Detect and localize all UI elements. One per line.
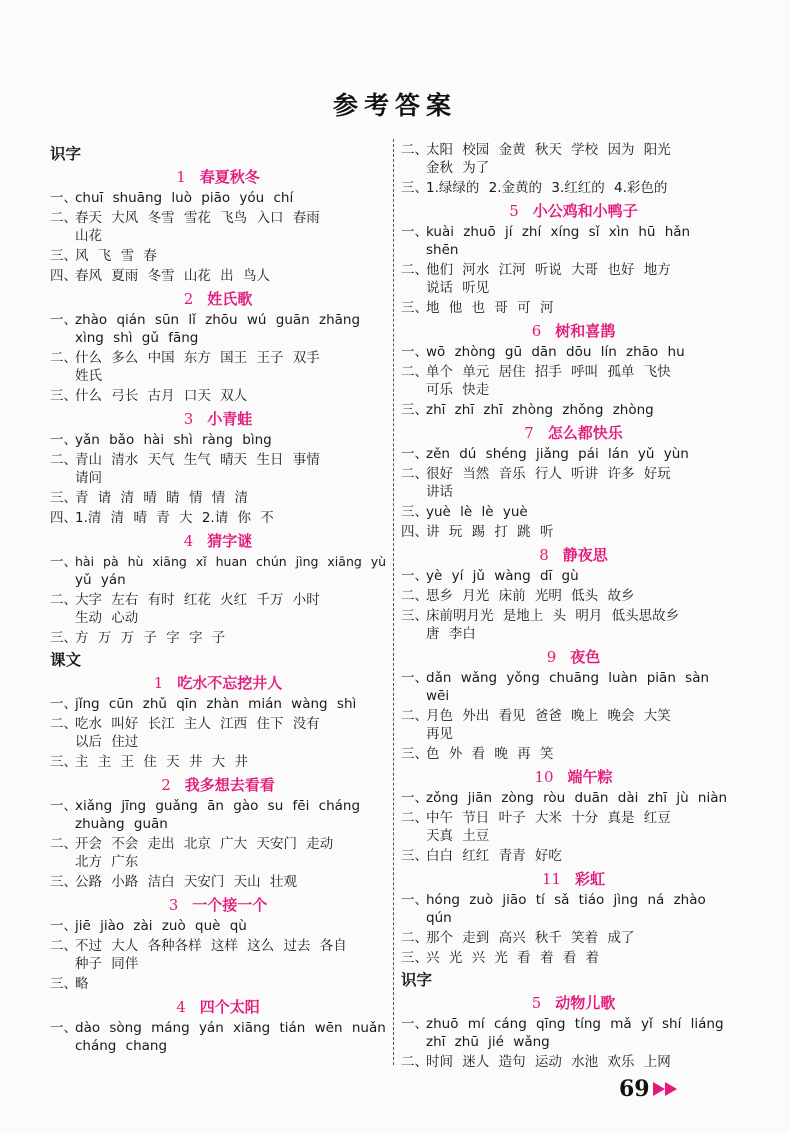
- answers-left-column: [50, 141, 386, 1057]
- lesson-title: 彩虹: [575, 870, 606, 888]
- answer-item: [401, 809, 746, 845]
- answer-line: 什么 弓长 古月 口天 双人: [75, 388, 248, 404]
- answer-line: 可乐 快走: [426, 382, 490, 398]
- answer-item: [401, 465, 746, 501]
- lesson-title: 春夏秋冬: [199, 168, 260, 186]
- answer-item: [50, 835, 386, 871]
- answer-line: xìng shì gǔ fāng: [75, 330, 199, 346]
- answer-label: 一、: [50, 554, 77, 570]
- answer-item: [401, 401, 746, 419]
- answer-line: 不过 大人 各种各样 这样 这么 过去 各自: [75, 938, 347, 954]
- answer-item: [50, 387, 386, 405]
- answer-item: [401, 299, 746, 317]
- lesson-number: 9: [546, 648, 557, 666]
- answer-line: 北方 广东: [75, 854, 139, 870]
- answer-label: 一、: [50, 1020, 77, 1036]
- answer-line: 吃水 叫好 长江 主人 江西 住下 没有: [75, 716, 320, 732]
- answer-item: [50, 753, 386, 771]
- lesson-heading: [401, 421, 746, 445]
- answer-line: qún: [426, 910, 452, 926]
- answer-line: kuài zhuō jí zhí xíng sǐ xìn hū hǎn: [426, 224, 691, 240]
- answer-item: [50, 431, 386, 449]
- answer-label: 三、: [401, 848, 428, 864]
- answer-line: 1.绿绿的 2.金黄的 3.红红的 4.彩色的: [426, 180, 668, 196]
- answer-line: yuè lè lè yuè: [426, 504, 528, 520]
- lesson-heading: [401, 543, 746, 567]
- page-number: 69: [619, 1076, 650, 1102]
- lesson-number: 1: [153, 674, 164, 692]
- answer-label: 一、: [401, 446, 428, 462]
- lesson-heading: [401, 319, 746, 343]
- answer-label: 一、: [401, 790, 428, 806]
- answer-label: 三、: [50, 630, 77, 646]
- answer-line: 山花: [75, 228, 102, 244]
- answer-label: 一、: [401, 1016, 428, 1032]
- answer-line: 单个 单元 居住 招手 呼叫 孤单 飞快: [426, 364, 671, 380]
- answer-item: [50, 451, 386, 487]
- answer-line: 1.清 清 晴 青 大 2.请 你 不: [75, 510, 274, 526]
- answer-item: [401, 503, 746, 521]
- answer-line: jǐng cūn zhǔ qīn zhàn mián wàng shì: [75, 696, 357, 712]
- lesson-heading: [401, 199, 746, 223]
- answer-item: [50, 509, 386, 527]
- answer-line: 春风 夏雨 冬雪 山花 出 鸟人: [75, 268, 270, 284]
- answer-line: 月色 外出 看见 爸爸 晚上 晚会 大笑: [426, 708, 671, 724]
- answer-item: [401, 179, 746, 197]
- answer-line: 白白 红红 青青 好吃: [426, 848, 562, 864]
- answer-line: 讲 玩 踢 打 跳 听: [426, 524, 554, 540]
- lesson-number: 8: [539, 546, 549, 564]
- answer-item: [401, 223, 746, 259]
- section-heading: 识字: [50, 145, 82, 163]
- answer-line: 说话 听见: [426, 280, 490, 296]
- answer-label: 一、: [401, 224, 428, 240]
- answer-line: 风 飞 雪 春: [75, 248, 157, 264]
- lesson-title: 静夜思: [562, 546, 608, 564]
- answer-item: [50, 189, 386, 207]
- answer-label: 一、: [401, 670, 428, 686]
- answer-item: [50, 311, 386, 347]
- answer-item: [401, 929, 746, 947]
- answer-label: 三、: [401, 746, 428, 762]
- answer-item: [401, 445, 746, 463]
- answer-line: 床前明月光 是地上 头 明月 低头思故乡: [426, 608, 680, 624]
- answer-label: 三、: [50, 976, 77, 992]
- answer-line: 方 万 万 子 字 字 子: [75, 630, 226, 646]
- lesson-number: 3: [168, 896, 179, 914]
- answer-label: 四、: [50, 268, 77, 284]
- answer-line: 大字 左右 有时 红花 火红 千万 小时: [75, 592, 320, 608]
- answer-label: 三、: [401, 504, 428, 520]
- lesson-heading: [401, 645, 746, 669]
- answer-label: 二、: [401, 1054, 428, 1070]
- answer-label: 二、: [401, 810, 428, 826]
- answer-line: 略: [75, 976, 89, 992]
- answer-item: [401, 567, 746, 585]
- answer-item: [50, 247, 386, 265]
- answer-line: 兴 光 兴 光 看 着 看 着: [426, 950, 600, 966]
- lesson-title: 端午粽: [567, 768, 613, 786]
- answer-line: zhī zhū jié wǎng: [426, 1034, 550, 1050]
- answer-line: wēi: [426, 688, 450, 704]
- lesson-title: 树和喜鹊: [555, 322, 616, 340]
- answer-label: 三、: [50, 490, 77, 506]
- answer-item: [401, 847, 746, 865]
- answer-label: 二、: [401, 142, 428, 158]
- answer-item: [50, 553, 386, 589]
- answer-line: 很好 当然 音乐 行人 听讲 许多 好玩: [426, 466, 671, 482]
- answer-line: 那个 走到 高兴 秋千 笑着 成了: [426, 930, 635, 946]
- answer-line: yè yí jǔ wàng dī gù: [426, 568, 579, 584]
- lesson-number: 6: [531, 322, 542, 340]
- answer-label: 三、: [401, 608, 428, 624]
- answer-item: [50, 797, 386, 833]
- answer-label: 一、: [50, 190, 77, 206]
- section-heading: 识字: [401, 971, 433, 989]
- lesson-title: 夜色: [570, 648, 601, 666]
- answer-item: [401, 363, 746, 399]
- answer-label: 二、: [50, 592, 77, 608]
- answer-item: [401, 523, 746, 541]
- lesson-heading: [50, 287, 386, 311]
- answer-line: 唐 李白: [426, 626, 476, 642]
- answer-label: 一、: [401, 892, 428, 908]
- answer-item: [401, 1015, 746, 1051]
- answer-item: [50, 209, 386, 245]
- answer-line: zǒng jiān zòng ròu duān dài zhī jù niàn: [426, 790, 728, 806]
- answer-item: [401, 707, 746, 743]
- answer-label: 二、: [401, 588, 428, 604]
- answer-line: 中午 节日 叶子 大米 十分 真是 红豆: [426, 810, 671, 826]
- lesson-heading: [50, 671, 386, 695]
- answer-label: 三、: [50, 874, 77, 890]
- lesson-heading: [401, 867, 746, 891]
- answer-label: 二、: [50, 350, 77, 366]
- answer-line: 再见: [426, 726, 453, 742]
- answer-item: [401, 949, 746, 967]
- answer-label: 四、: [50, 510, 77, 526]
- lesson-number: 11: [541, 870, 562, 888]
- answer-item: [50, 267, 386, 285]
- lesson-title: 一个接一个: [192, 896, 268, 914]
- lesson-title: 动物儿歌: [555, 994, 616, 1012]
- section-heading: 课文: [50, 651, 82, 669]
- answer-line: 主 主 王 住 天 井 大 井: [75, 754, 249, 770]
- answer-line: 请问: [75, 470, 102, 486]
- answer-label: 二、: [401, 262, 428, 278]
- answer-label: 三、: [401, 950, 428, 966]
- answer-item: [50, 591, 386, 627]
- lesson-heading: [401, 765, 746, 789]
- answer-label: 二、: [401, 708, 428, 724]
- lesson-title: 猜字谜: [207, 532, 253, 550]
- answer-label: 二、: [401, 930, 428, 946]
- answer-line: 金秋 为了: [426, 160, 490, 176]
- answer-line: 色 外 看 晚 再 笑: [426, 746, 554, 762]
- answer-line: 太阳 校园 金黄 秋天 学校 因为 阳光: [426, 142, 671, 158]
- answer-label: 一、: [401, 344, 428, 360]
- answer-line: hài pà hù xiāng xǐ huan chún jìng xiāng yù: [75, 554, 387, 569]
- lesson-title: 小公鸡和小鸭子: [532, 202, 638, 220]
- answer-line: 生动 心动: [75, 610, 139, 626]
- answer-line: 公路 小路 洁白 天安门 天山 壮观: [75, 874, 297, 890]
- answer-label: 四、: [401, 524, 428, 540]
- answer-line: 青 请 清 晴 睛 情 情 清: [75, 490, 249, 506]
- answer-item: [50, 873, 386, 891]
- answer-label: 三、: [401, 180, 428, 196]
- answer-item: [50, 715, 386, 751]
- lesson-number: 10: [534, 768, 554, 786]
- answer-line: 讲话: [426, 484, 453, 500]
- answer-line: 天真 土豆: [426, 828, 490, 844]
- lesson-number: 5: [509, 202, 519, 220]
- answer-item: [401, 789, 746, 807]
- double-arrow-icon: [651, 1081, 681, 1097]
- lesson-number: 2: [183, 290, 194, 308]
- answer-line: yǎn bǎo hài shì ràng bìng: [75, 432, 272, 448]
- answer-line: chuī shuāng luò piāo yóu chí: [75, 190, 294, 206]
- answer-line: 时间 迷人 造句 运动 水池 欢乐 上网: [426, 1054, 671, 1070]
- lesson-title: 姓氏歌: [207, 290, 253, 308]
- answer-item: [401, 1053, 746, 1071]
- answer-item: [401, 607, 746, 643]
- answer-item: [50, 917, 386, 935]
- answer-line: 什么 多么 中国 东方 国王 王子 双手: [75, 350, 320, 366]
- lesson-title: 吃水不忘挖井人: [177, 674, 283, 692]
- answer-item: [401, 891, 746, 927]
- answer-line: 以后 住过: [75, 734, 139, 750]
- answer-label: 三、: [50, 754, 77, 770]
- answer-line: yǔ yán: [75, 572, 126, 588]
- answer-label: 一、: [50, 696, 77, 712]
- answer-line: 姓氏: [75, 368, 102, 384]
- lesson-number: 4: [176, 998, 186, 1016]
- lesson-title: 我多想去看看: [184, 776, 275, 794]
- answer-item: [50, 975, 386, 993]
- answer-line: 思乡 月光 床前 光明 低头 故乡: [426, 588, 635, 604]
- answer-label: 二、: [401, 466, 428, 482]
- lesson-title: 四个太阳: [199, 998, 260, 1016]
- answer-label: 一、: [50, 312, 77, 328]
- lesson-number: 4: [183, 532, 194, 550]
- answer-line: jiē jiào zài zuò què qù: [75, 918, 247, 934]
- answer-item: [401, 261, 746, 297]
- answer-label: 三、: [401, 300, 428, 316]
- lesson-number: 3: [183, 410, 194, 428]
- answer-label: 一、: [50, 432, 77, 448]
- answers-right-column: [401, 141, 746, 1073]
- lesson-title: 小青蛙: [207, 410, 253, 428]
- answer-line: shēn: [426, 242, 459, 258]
- answer-item: [50, 349, 386, 385]
- answer-item: [50, 937, 386, 973]
- answer-label: 二、: [401, 364, 428, 380]
- lesson-number: 1: [176, 168, 186, 186]
- answer-item: [50, 1019, 386, 1055]
- answer-label: 三、: [401, 402, 428, 418]
- answer-label: 二、: [50, 210, 77, 226]
- page-title: 参考答案: [332, 91, 457, 120]
- column-divider: [393, 139, 394, 1065]
- answer-item: [50, 489, 386, 507]
- answer-line: xiǎng jīng guǎng ān gào su fēi cháng: [75, 798, 361, 814]
- lesson-heading: [401, 991, 746, 1015]
- answer-line: zhào qián sūn lǐ zhōu wú guān zhāng: [75, 312, 361, 328]
- lesson-heading: [50, 529, 386, 553]
- answer-line: zhuàng guān: [75, 816, 168, 832]
- answer-item: [401, 669, 746, 705]
- answer-line: 春天 大风 冬雪 雪花 飞鸟 入口 春雨: [75, 210, 320, 226]
- answer-label: 二、: [50, 938, 77, 954]
- answer-item: [401, 141, 746, 177]
- lesson-heading: [50, 165, 386, 189]
- answer-label: 一、: [401, 568, 428, 584]
- answer-line: zěn dú shéng jiǎng pái lán yǔ yùn: [426, 446, 689, 462]
- lesson-number: 7: [524, 424, 534, 442]
- answer-line: cháng chang: [75, 1038, 168, 1054]
- answer-item: [401, 343, 746, 361]
- answer-label: 二、: [50, 452, 77, 468]
- lesson-heading: [50, 773, 386, 797]
- answer-line: 种子 同伴: [75, 956, 139, 972]
- answer-line: 他们 河水 江河 听说 大哥 也好 地方: [426, 262, 671, 278]
- lesson-heading: [50, 407, 386, 431]
- answer-label: 三、: [50, 388, 77, 404]
- answer-line: hóng zuò jiāo tí sǎ tiáo jìng ná zhào: [426, 892, 706, 908]
- lesson-heading: [50, 893, 386, 917]
- answer-label: 三、: [50, 248, 77, 264]
- answer-line: 地 他 也 哥 可 河: [426, 300, 554, 316]
- answer-item: [50, 695, 386, 713]
- answer-label: 一、: [50, 798, 77, 814]
- answer-line: dào sòng máng yán xiāng tián wēn nuǎn: [75, 1020, 386, 1036]
- answer-line: 青山 清水 天气 生气 晴天 生日 事情: [75, 452, 320, 468]
- answer-line: 开会 不会 走出 北京 广大 天安门 走动: [75, 836, 334, 852]
- answer-item: [50, 629, 386, 647]
- answer-item: [401, 745, 746, 763]
- lesson-heading: [50, 995, 386, 1019]
- answer-label: 一、: [50, 918, 77, 934]
- lesson-number: 2: [161, 776, 171, 794]
- answer-line: zhī zhī zhī zhòng zhǒng zhòng: [426, 402, 654, 418]
- answer-label: 二、: [50, 716, 77, 732]
- answer-line: wō zhòng gū dān dōu lín zhāo hu: [426, 344, 685, 360]
- lesson-title: 怎么都快乐: [547, 424, 623, 442]
- answer-line: dǎn wǎng yǒng chuāng luàn piān sàn: [426, 670, 710, 686]
- answer-line: zhuō mí cáng qīng tíng mǎ yǐ shí liáng: [426, 1016, 724, 1032]
- answer-label: 二、: [50, 836, 77, 852]
- answer-item: [401, 587, 746, 605]
- lesson-number: 5: [531, 994, 542, 1012]
